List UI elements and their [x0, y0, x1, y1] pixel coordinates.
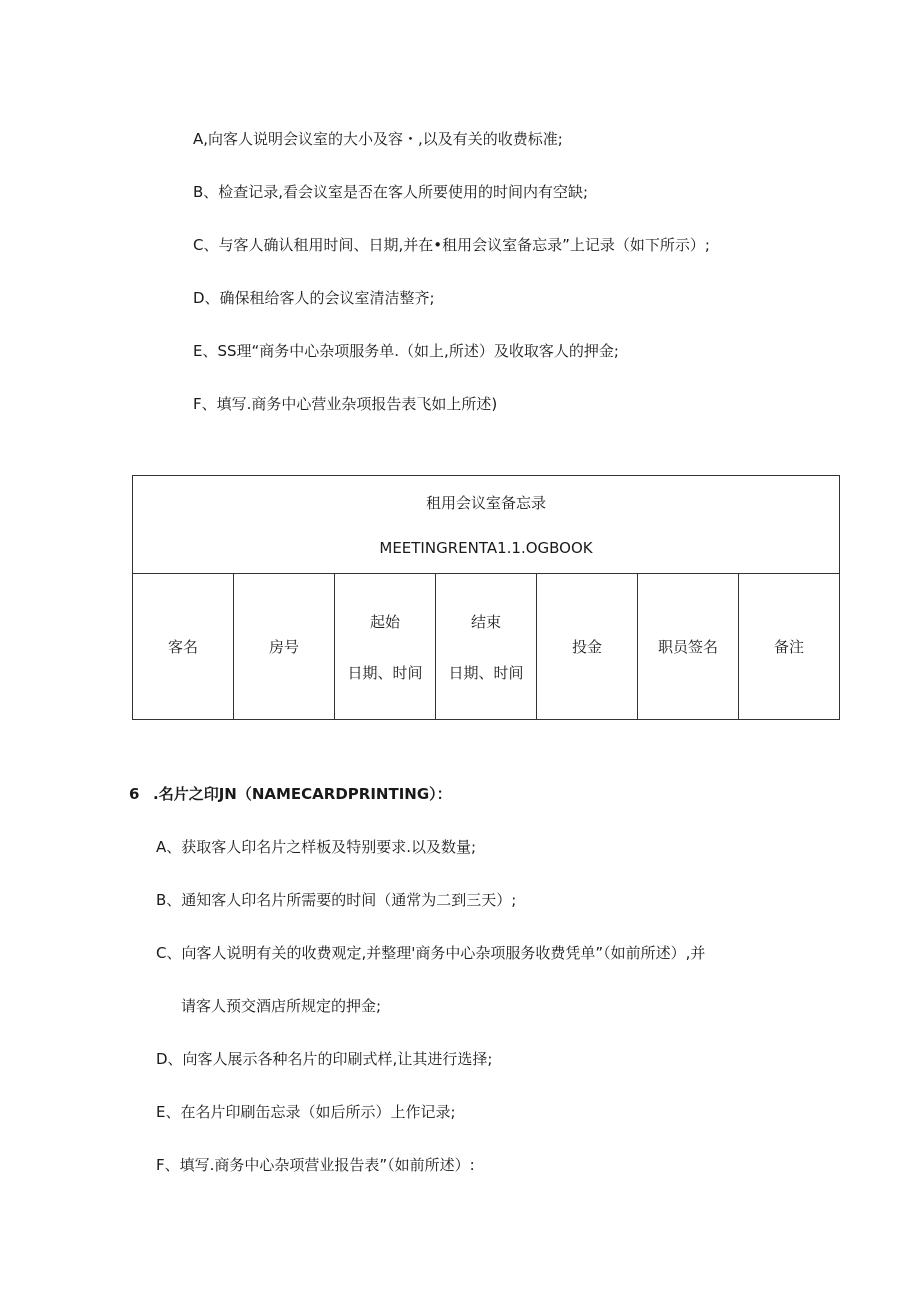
section6-item-c: C、向客人说明有关的收费观定,并整理'商务中心杂项服务收费凭单”（如前所述）,并	[156, 944, 706, 962]
section6-item-f: F、填写.商务中心杂项营业报告表”（如前所述）:	[156, 1156, 475, 1174]
column-room-number: 房号	[234, 574, 335, 720]
section6-item-b: B、通知客人印名片所需要的时间（通常为二到三天）;	[156, 891, 517, 909]
section6-number: 6	[129, 785, 140, 803]
meeting-rental-memo-table	[132, 475, 840, 720]
memo-table-subtitle: MEETINGRENTA1.1.OGBOOK	[379, 539, 593, 557]
column-end-datetime: 日期、时间	[448, 663, 524, 682]
section6-item-c-continued: 请客人预交酒店所规定的押金;	[181, 997, 382, 1015]
column-start-label: 起始	[369, 612, 400, 631]
section6-item-e: E、在名片印刷缶忘录（如后所示）上作记录;	[156, 1103, 456, 1121]
section5-item-d: D、确保租给客人的会议室清洁整齐;	[193, 289, 435, 307]
section5-item-f: F、填写.商务中心营业杂项报告表飞如上所述)	[193, 395, 498, 413]
memo-table-header	[133, 476, 840, 574]
column-staff-signature: 职员签名	[638, 574, 739, 720]
section6-item-d: D、向客人展示各种名片的印刷式样,让其进行选择;	[156, 1050, 493, 1068]
column-remarks: 备注	[739, 574, 840, 720]
section5-item-a: A,向客人说明会议室的大小及容・,以及有关的收费标准;	[193, 130, 563, 148]
section5-item-c: C、与客人确认租用时间、日期,并在•租用会议室备忘录”上记录（如下所示）;	[193, 236, 710, 254]
memo-table-title: 租用会议室备忘录	[425, 494, 546, 512]
column-deposit: 投金	[537, 574, 638, 720]
column-guest-name: 客名	[133, 574, 234, 720]
column-start	[335, 574, 436, 720]
section5-item-b: B、检查记录,看会议室是否在客人所要使用的时间内有空缺;	[193, 183, 589, 201]
section6-heading	[129, 784, 452, 804]
section6-title: .名片之印JN（NAMECARDPRINTING）：	[153, 785, 452, 803]
column-end-label: 结束	[470, 612, 501, 631]
section5-item-e: E、SS理“商务中心杂项服务单.（如上,所述）及收取客人的押金;	[193, 342, 619, 360]
section6-item-a: A、获取客人印名片之样板及特别要求.以及数量;	[156, 838, 477, 856]
column-end	[436, 574, 537, 720]
column-start-datetime: 日期、时间	[347, 663, 423, 682]
